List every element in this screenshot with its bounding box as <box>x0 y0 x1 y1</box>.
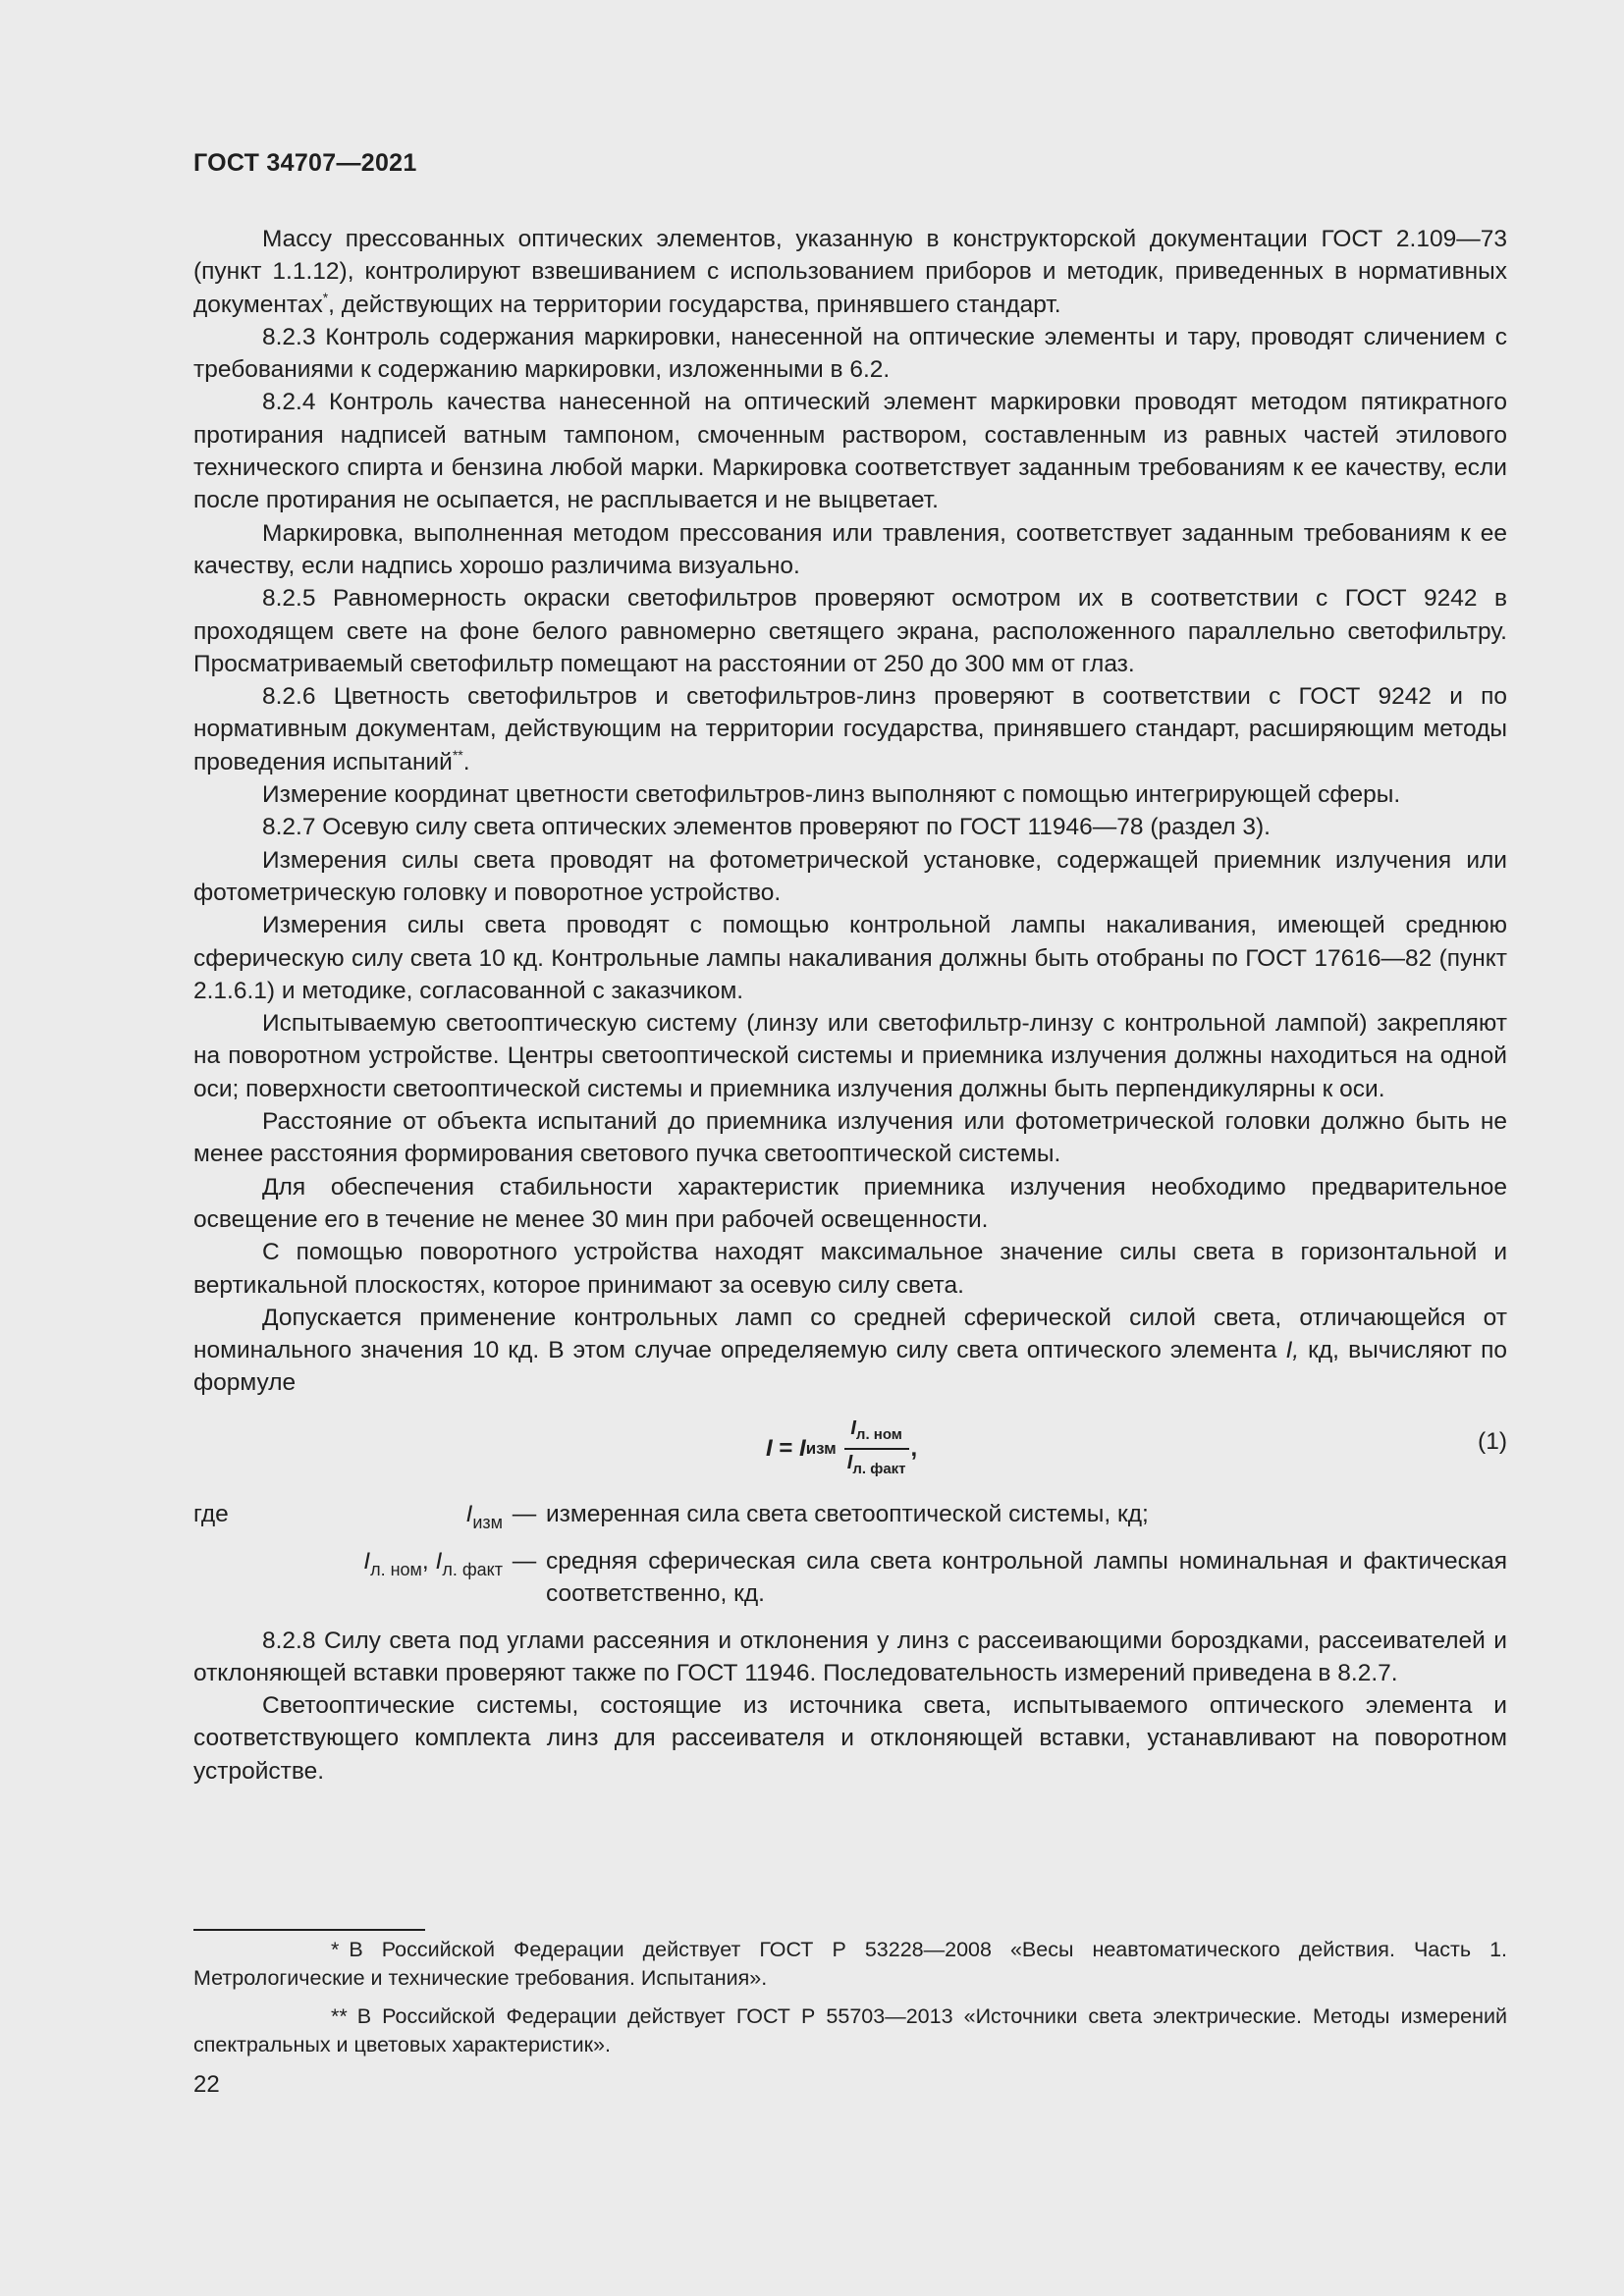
formula-intro-paragraph: Допускается применение контрольных ламп со средней сферической силой света, отличающейся от номинального значения 10 кд. В этом случае определяемую силу света оптического элемента I, кд, вычисляют по формуле <box>193 1304 1507 1397</box>
paragraph: Светооптические системы, состоящие из источника света, испытываемого оптического элемента и соответствующего комплекта линз для рассеивателя и отклоняющей вставки, устанавливают на поворотном устройстве. <box>193 1692 1507 1785</box>
legend-row: где $I_{изм}$ — измеренная сила света светооптической системы, кд; <box>193 1500 1149 1532</box>
footnote: ** В Российской Федерации действует ГОСТ Р 55703—2013 «Источники света электрические. Методы измерений спектральных и цветовых характеристик». <box>193 2004 1507 2056</box>
document-header: ГОСТ 34707—2021 <box>193 149 417 177</box>
paragraph: Массу прессованных оптических элементов, указанную в конструкторской документации ГОСТ 2.109—73 (пункт 1.1.12), контролируют взвешиванием с использованием приборов и методик, приведенных в нормативных документах*, действующих на территории государства, принявшего стандарт. <box>193 226 1507 318</box>
paragraph: Для обеспечения стабильности характеристик приемника излучения необходимо предварительное освещение его в течение не менее 30 мин при рабочей освещенности. <box>193 1173 1507 1233</box>
paragraph: 8.2.7 Осевую силу света оптических элементов проверяют по ГОСТ 11946—78 (раздел 3). <box>262 814 1271 841</box>
paragraph: 8.2.5 Равномерность окраски светофильтров проверяют осмотром их в соответствии с ГОСТ 9242 в проходящем свете на фоне белого равномерно светящего экрана, расположенного параллельно светофильтру. Просматриваемый светофильтр помещают на расстоянии от 250 до 300 мм от глаз. <box>193 585 1507 677</box>
paragraph: Измерения силы света проводят с помощью контрольной лампы накаливания, имеющей среднюю сферическую силу света 10 кд. Контрольные лампы накаливания должны быть отобраны по ГОСТ 17616—82 (пункт 2.1.6.1) и методике, согласованной с заказчиком. <box>193 912 1507 1004</box>
footnote-ref[interactable]: ** <box>452 746 463 763</box>
paragraph: С помощью поворотного устройства находят максимальное значение силы света в горизонтальной и вертикальной плоскостях, которое принимают за осевую силу света. <box>193 1239 1507 1299</box>
paragraph: 8.2.4 Контроль качества нанесенной на оптический элемент маркировки проводят методом пятикратного протирания надписей ватным тампоном, смоченным раствором, составленным из равных частей этилового технического спирта и бензина любой марки. Маркировка соответствует заданным требованиям к ее качеству, если после протирания не осыпается, не расплывается и не выцветает. <box>193 389 1507 514</box>
paragraph: 8.2.6 Цветность светофильтров и светофильтров-линз проверяют в соответствии с ГОСТ 9242 и по нормативным документам, действующим на территории государства, принявшего стандарт, расширяющим методы проведения испытаний**. <box>193 683 1507 775</box>
formula: I = I изм $\frac{I_{л. ном}}{I_{л. факт}}$ , <box>766 1414 917 1484</box>
paragraph: Испытываемую светооптическую систему (линзу или светофильтр-линзу с контрольной лампой) закрепляют на поворотном устройстве. Центры светооптической системы и приемника излучения должны находиться на одной оси; поверхности светооптической системы и приемника излучения должны быть перпендикулярны к оси. <box>193 1010 1507 1102</box>
paragraph: Измерение координат цветности светофильтров-линз выполняют с помощью интегрирующей сферы. <box>262 781 1401 809</box>
paragraph: Маркировка, выполненная методом прессования или травления, соответствует заданным требованиям к ее качеству, если надпись хорошо различима визуально. <box>193 519 1507 579</box>
legend-row: $I_{л. ном}$, $I_{л. факт}$ — средняя сферическая сила света контрольной лампы номинальная и фактическая соответственно, кд. <box>363 1547 1507 1608</box>
paragraph: Расстояние от объекта испытаний до приемника излучения или фотометрической головки должно быть не менее расстояния формирования светового пучка светооптической системы. <box>193 1108 1507 1168</box>
paragraph: Измерения силы света проводят на фотометрической установке, содержащей приемник излучения или фотометрическую головку и поворотное устройство. <box>193 846 1507 906</box>
paragraph: 8.2.8 Силу света под углами рассеяния и отклонения у линз с рассеивающими бороздками, рассеивателей и отклоняющей вставки проверяют также по ГОСТ 11946. Последовательность измерений приведена в 8.2.7. <box>193 1627 1507 1686</box>
formula-legend <box>193 1498 1507 1611</box>
footnote-divider <box>193 1929 425 1931</box>
footnotes <box>193 1936 1507 2069</box>
paragraph: 8.2.3 Контроль содержания маркировки, нанесенной на оптические элементы и тару, проводят сличением с требованиями к содержанию маркировки, изложенными в 6.2. <box>193 323 1507 384</box>
document-body <box>193 223 1507 1788</box>
formula-fraction: $\frac{I_{л. ном}}{I_{л. факт}}$ <box>844 1415 909 1482</box>
equation-number: (1) <box>1478 1427 1507 1455</box>
footnote-ref[interactable]: * <box>322 289 329 305</box>
footnote: * В Российской Федерации действует ГОСТ Р 53228—2008 «Весы неавтоматического действия. Часть 1. Метрологические и технические требования. Испытания». <box>193 1938 1507 1990</box>
formula-block <box>193 1414 1507 1496</box>
page-number: 22 <box>193 2071 220 2098</box>
